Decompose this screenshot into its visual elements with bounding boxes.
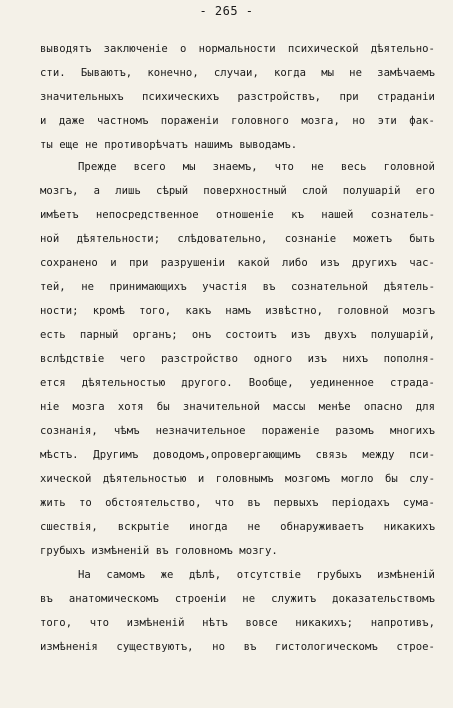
text-line: и даже частномъ пораженiи головного мозга, но эти фак- (40, 115, 435, 127)
text-line: измѣненiя существуютъ, но въ гистологическомъ строе- (40, 641, 435, 653)
text-line: въ анатомическомъ строенiи не служитъ доказательствомъ (40, 593, 435, 605)
text-line: выводятъ заключенiе о нормальности психической дѣятельно- (40, 43, 435, 55)
text-line: вслѣдствiе чего разстройство одного изъ нихъ пополня- (40, 353, 435, 365)
text-line: жить то обстоятельство, что въ первыхъ перiодахъ сума- (40, 497, 435, 509)
text-line: ности; кромѣ того, какъ намъ извѣстно, головной мозгъ (40, 305, 435, 317)
text-line: значительныхъ психическихъ разстройствъ, при страданiи (40, 91, 435, 103)
paragraph-start-line: Прежде всего мы знаемъ, что не весь головной (78, 161, 435, 173)
text-line: сохранено и при разрушенiи какой либо изъ другихъ час- (40, 257, 435, 269)
text-line: ется дѣятельностью другого. Вообще, уединенное страда- (40, 377, 435, 389)
page-number: - 265 - (199, 4, 254, 18)
text-line: сти. Бываютъ, конечно, случаи, когда мы не замѣчаемъ (40, 67, 435, 79)
text-line: ной дѣятельности; слѣдовательно, сознанiе можетъ быть (40, 233, 435, 245)
text-line: сознанiя, чѣмъ незначительное пораженiе разомъ многихъ (40, 425, 435, 437)
text-line: нiе мозга хотя бы значительной массы менѣе опасно для (40, 401, 435, 413)
text-line: тей, не принимающихъ участiя въ сознательной дѣятель- (40, 281, 435, 293)
text-line: имѣетъ непосредственное отношенiе къ нашей сознатель- (40, 209, 435, 221)
text-line: есть парный органъ; онъ состоитъ изъ двухъ полушарiй, (40, 329, 435, 341)
text-line: грубыхъ измѣненiй въ головномъ мозгу. (40, 545, 278, 557)
text-line: ты еще не противорѣчатъ нашимъ выводамъ. (40, 139, 298, 151)
text-line: мозгъ, а лишь сѣрый поверхностный слой полушарiй его (40, 185, 435, 197)
text-line: сшествiя, вскрытiе иногда не обнаруживаетъ никакихъ (40, 521, 435, 533)
text-line: хической дѣятельностью и головнымъ мозгомъ могло бы слу- (40, 473, 435, 485)
text-line: мѣстъ. Другимъ доводомъ,опровергающимъ связь между пси- (40, 449, 435, 461)
paragraph-start-line: На самомъ же дѣлѣ, отсутствiе грубыхъ измѣненiй (78, 569, 435, 581)
text-line: того, что измѣненiй нѣтъ вовсе никакихъ; напротивъ, (40, 617, 435, 629)
